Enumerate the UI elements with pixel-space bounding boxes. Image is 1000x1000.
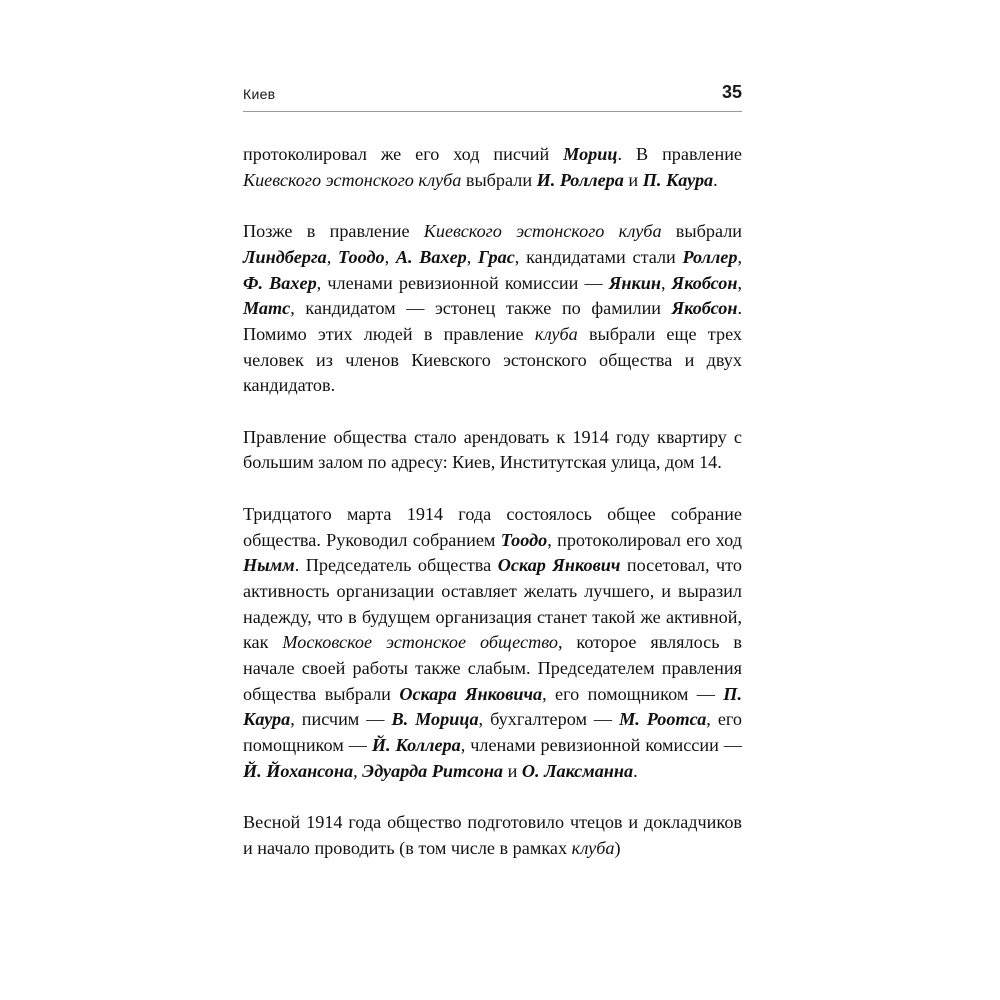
organization-name: Московское эстонское общество xyxy=(282,632,558,653)
person-name: Оскар Янкович xyxy=(497,555,621,576)
text-run: , бухгалтером — xyxy=(478,709,620,730)
text-run: Позже в правление xyxy=(243,221,424,242)
person-name: П. Каура xyxy=(243,683,742,730)
text-run: Правление общества стало арендовать к 1914 году квартиру с большим залом по адресу: Киев, Институтская улица, дом 14. xyxy=(243,426,742,473)
person-name: Ф. Вахер xyxy=(243,272,317,293)
text-run: и xyxy=(503,760,522,781)
person-name: В. Морица xyxy=(391,709,479,730)
person-name: Мориц xyxy=(563,144,618,164)
text-run: , xyxy=(737,272,743,293)
text-run: Тридцатого марта 1914 года состоялось общее собрание общества. Руководил собранием xyxy=(243,503,742,550)
organization-name: Киевского эстонского клуба xyxy=(243,169,462,190)
person-name: Тоодо xyxy=(338,246,385,267)
text-run: , xyxy=(737,246,743,267)
text-run: , протоколировал его ход xyxy=(547,529,742,550)
person-name: Якобсон xyxy=(671,272,738,293)
paragraph xyxy=(243,219,742,399)
person-name: Линдберга xyxy=(243,246,327,267)
page-number: 35 xyxy=(721,82,742,102)
organization-name: клуба xyxy=(571,837,615,858)
person-name: П. Каура xyxy=(642,169,714,190)
text-run: , кандидатами стали xyxy=(514,246,683,267)
person-name: Грас xyxy=(478,246,515,267)
person-name: О. Лаксманна xyxy=(521,760,634,781)
section-title: Киев xyxy=(243,86,276,102)
person-name: М. Роотса xyxy=(619,709,707,730)
person-name: Янкин xyxy=(608,272,661,293)
text-run: протоколировал же его ход писчий xyxy=(243,144,564,164)
text-run: . Председатель общества xyxy=(294,555,498,576)
person-name: Тоодо xyxy=(500,529,548,550)
text-run: . xyxy=(713,169,718,190)
person-name: Эдуарда Ритсона xyxy=(362,760,504,781)
text-run: . В правление xyxy=(617,144,742,164)
person-name: А. Вахер xyxy=(395,246,467,267)
organization-name: Киевского эстонского клуба xyxy=(423,221,662,242)
body-text xyxy=(243,142,742,862)
text-run: и xyxy=(623,169,643,190)
paragraph xyxy=(243,502,742,785)
text-run: , его помощником — xyxy=(542,683,724,704)
text-run: , писчим — xyxy=(290,709,392,730)
text-run: , xyxy=(466,246,479,267)
text-run: Весной 1914 года общество подготовило чтецов и докладчиков и начало проводить (в том числе в рамках xyxy=(243,812,742,858)
text-run: выбрали еще трех человек из членов Киевского эстонского общества и двух кандидатов. xyxy=(243,323,742,396)
text-run: ) xyxy=(614,837,621,858)
text-run: , его помощником — xyxy=(243,709,742,756)
running-header xyxy=(243,82,742,112)
text-run: , членами ревизионной комиссии — xyxy=(460,735,742,756)
text-run: , xyxy=(660,272,672,293)
text-run: , членами ревизионной комиссии — xyxy=(316,272,609,293)
person-name: Й. Коллера xyxy=(371,735,461,756)
text-run: , xyxy=(384,246,396,267)
text-run: . xyxy=(633,760,638,781)
person-name: Й. Йохансона xyxy=(243,760,354,781)
person-name: Оскара Янковича xyxy=(399,683,543,704)
text-run: . Помимо этих людей в правление xyxy=(243,298,742,344)
text-run: , кандидатом — эстонец также по фамилии xyxy=(290,298,672,319)
text-run: , xyxy=(326,246,339,267)
person-name: Якобсон xyxy=(671,298,738,319)
person-name: Роллер xyxy=(682,246,738,267)
text-run: выбрали xyxy=(661,221,743,242)
header-rule xyxy=(243,111,742,112)
paragraph xyxy=(243,810,742,861)
paragraph xyxy=(243,425,742,476)
paragraph xyxy=(243,142,742,193)
person-name: Нымм xyxy=(243,555,295,576)
text-run: посетовал, что активность организации оставляет желать лучшего, и выразил надежду, что в будущем организация станет такой же активной, как xyxy=(243,555,742,653)
text-run: , xyxy=(353,760,363,781)
text-run: выбрали xyxy=(461,169,537,190)
text-run: , которое являлось в начале своей работы также слабым. Председателем правления общества выбрали xyxy=(243,632,742,704)
person-name: И. Роллера xyxy=(536,169,624,190)
organization-name: клуба xyxy=(534,323,578,344)
person-name: Матс xyxy=(243,298,291,319)
